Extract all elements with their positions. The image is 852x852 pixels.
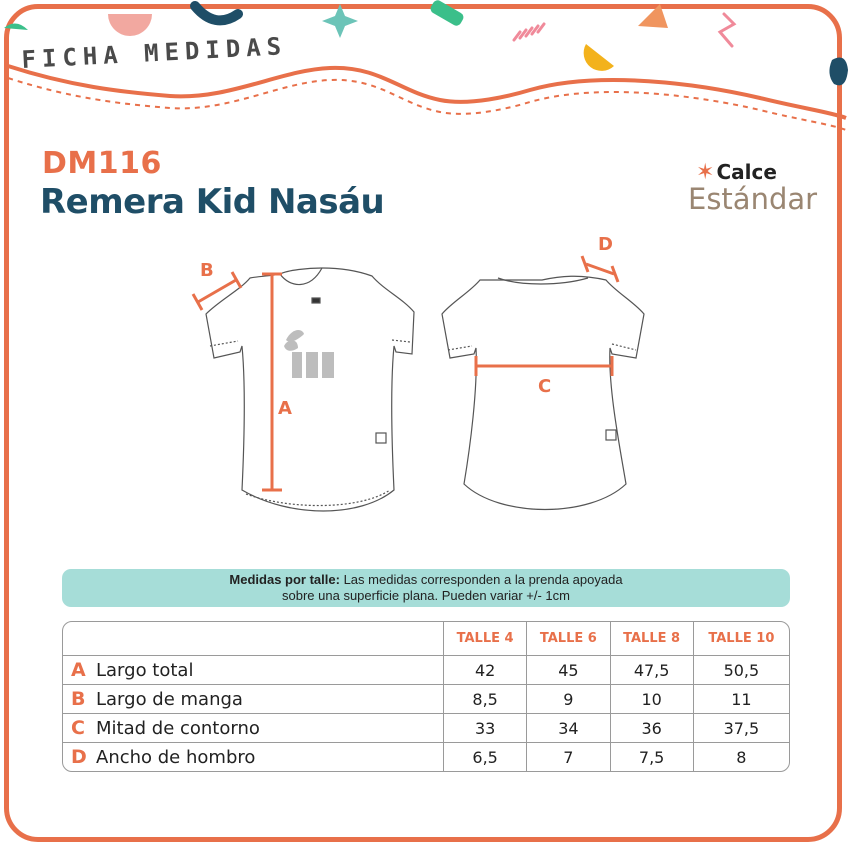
row-label [63, 714, 443, 743]
table-row [63, 714, 789, 743]
measurement-note [62, 569, 790, 607]
fit-value: Estándar [688, 182, 818, 216]
cell-value: 7 [526, 743, 609, 771]
row-name: Mitad de contorno [96, 718, 260, 739]
front-shirt-drawing [206, 268, 414, 511]
star-icon: ✶ [696, 160, 715, 185]
cell-value: 42 [443, 656, 526, 685]
row-name: Ancho de hombro [96, 747, 256, 768]
cell-value: 36 [610, 714, 693, 743]
note-bold: Medidas por talle: [229, 572, 340, 587]
print-logo [284, 330, 334, 378]
label-b: B [200, 260, 214, 281]
banner-title: FICHA MEDIDAS [20, 32, 288, 74]
size-table-header [63, 622, 789, 656]
cell-value: 11 [693, 685, 789, 714]
garment-diagram [180, 228, 660, 528]
size-table [62, 621, 790, 772]
cell-value: 34 [526, 714, 609, 743]
header-talle-6: TALLE 6 [526, 622, 609, 656]
cell-value: 6,5 [443, 743, 526, 771]
row-letter: A [71, 659, 86, 681]
cell-value: 50,5 [693, 656, 789, 685]
cell-value: 8,5 [443, 685, 526, 714]
header-talle-4: TALLE 4 [443, 622, 526, 656]
label-a: A [278, 398, 292, 419]
row-label [63, 685, 443, 714]
header-talle-8: TALLE 8 [610, 622, 693, 656]
table-row [63, 743, 789, 771]
table-row [63, 685, 789, 714]
cell-value: 33 [443, 714, 526, 743]
label-d: D [598, 234, 613, 255]
product-code: DM116 [42, 146, 162, 181]
table-row [63, 656, 789, 685]
row-letter: B [71, 688, 86, 710]
cell-value: 9 [526, 685, 609, 714]
row-letter: C [71, 717, 85, 739]
note-line1: Las medidas corresponden a la prenda apoyada [343, 572, 623, 587]
cell-value: 37,5 [693, 714, 789, 743]
product-name: Remera Kid Nasáu [40, 182, 385, 222]
cell-value: 10 [610, 685, 693, 714]
fit-label-text: Calce [716, 160, 777, 184]
cell-value: 8 [693, 743, 789, 771]
row-label [63, 656, 443, 685]
cell-value: 45 [526, 656, 609, 685]
cell-value: 7,5 [610, 743, 693, 771]
note-line2: sobre una superficie plana. Pueden variar +/- 1cm [282, 588, 570, 603]
row-label [63, 743, 443, 771]
header-banner [0, 0, 852, 140]
header-talle-10: TALLE 10 [693, 622, 789, 656]
label-c: C [538, 376, 552, 397]
cell-value: 47,5 [610, 656, 693, 685]
row-name: Largo total [96, 660, 194, 681]
header-blank [63, 622, 443, 656]
row-letter: D [71, 746, 87, 768]
row-name: Largo de manga [96, 689, 243, 710]
